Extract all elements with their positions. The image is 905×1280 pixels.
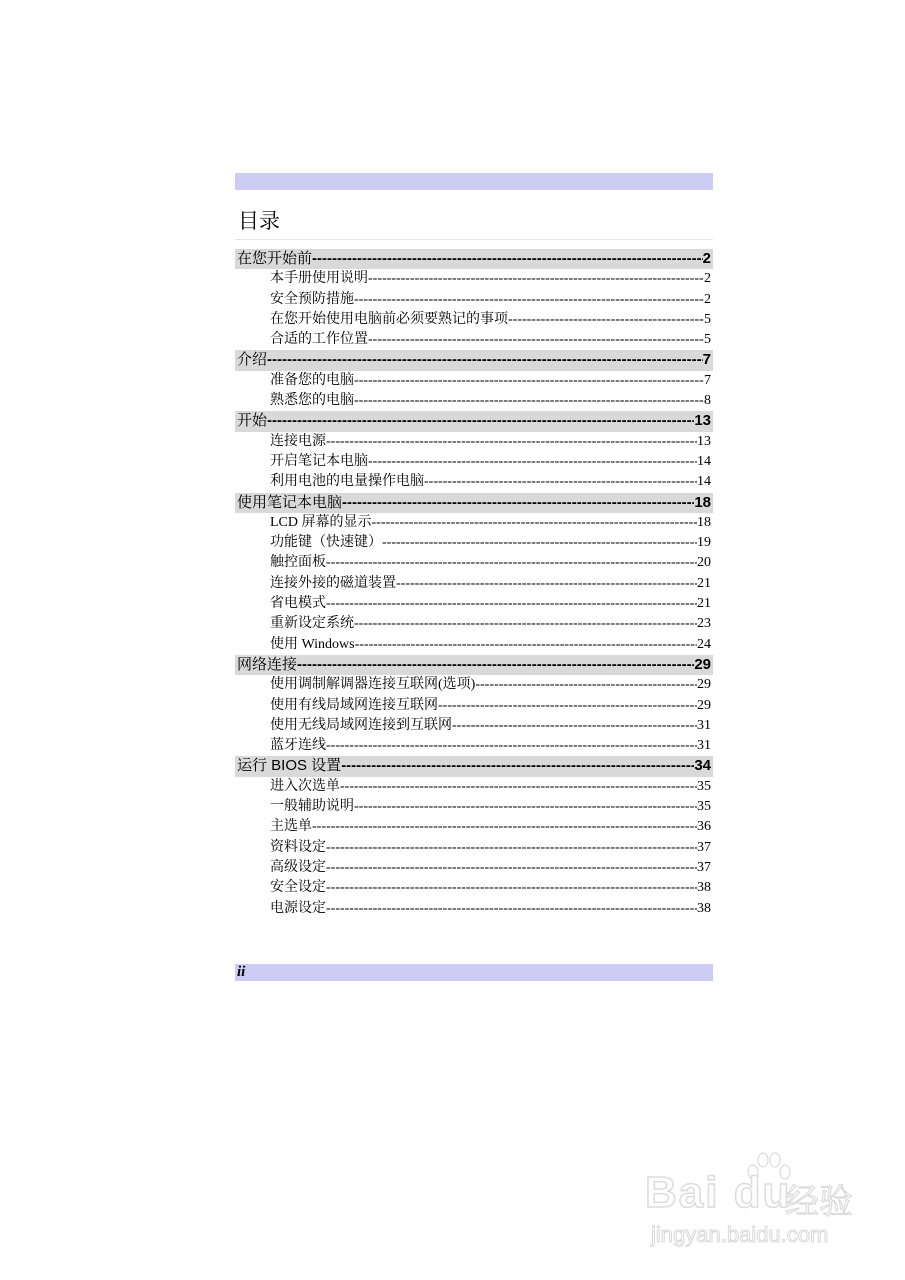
toc-page-number: 31 [697,738,711,754]
toc-page-number: 7 [704,372,711,388]
toc-entry[interactable] [235,777,713,797]
toc-page-number: 18 [697,514,711,530]
toc-label: 连接电源 [270,433,326,449]
footer-band [235,964,713,981]
toc-page-number: 5 [704,311,711,327]
toc-page-number: 21 [697,575,711,591]
dot-leader [368,452,697,472]
toc-entry[interactable] [235,675,713,695]
toc-page-number: 31 [697,717,711,733]
dot-leader [326,899,697,919]
toc-label: 使用无线局域网连接到互联网 [270,717,452,733]
toc-label: 网络连接 [237,655,298,673]
dot-leader [326,553,697,573]
toc-page-number: 23 [697,616,711,632]
toc-label: 电源设定 [270,900,326,916]
toc-label: 在您开始前 [237,250,313,267]
toc-entry[interactable] [235,838,713,858]
toc-entry[interactable] [235,736,713,756]
toc-entry[interactable] [235,614,713,634]
toc-section[interactable] [235,493,713,513]
toc-label: 功能键（快速键） [270,535,382,551]
toc-page-number: 34 [694,757,711,775]
dot-leader [396,574,697,594]
dot-leader [355,635,697,655]
toc-label: 利用电池的电量操作电脑 [270,474,424,490]
toc-label: 开启笔记本电脑 [270,453,368,469]
toc-page-number: 35 [697,778,711,794]
page-title: 目录 [238,209,280,233]
toc-label: LCD 屏幕的显示 [270,514,372,530]
toc-label: 连接外接的磁道装置 [270,575,396,591]
toc-label: 在您开始使用电脑前必须要熟记的事项 [270,311,508,327]
toc-label: 使用 Windows [270,636,355,652]
dot-leader [368,330,704,350]
dot-leader [297,655,694,675]
dot-leader [312,249,703,269]
dot-leader [312,817,697,837]
toc-label: 一般辅助说明 [270,799,354,815]
toc-label: 安全设定 [270,880,326,896]
toc-page-number: 19 [697,535,711,551]
dot-leader [354,614,697,634]
dot-leader [326,594,697,614]
toc-entry[interactable] [235,878,713,898]
toc-page-number: 2 [704,271,711,287]
toc-label: 重新设定系统 [270,616,354,632]
dot-leader [326,858,697,878]
toc-entry[interactable] [235,432,713,452]
dot-leader [326,838,697,858]
toc-page-number: 29 [697,697,711,713]
toc-label: 进入次选单 [270,778,340,794]
toc-label: 省电模式 [270,596,326,612]
toc-label: 安全预防措施 [270,291,354,307]
toc-label: 开始 [237,412,268,430]
toc-label: 使用有线局域网连接互联网 [270,697,438,713]
toc-label: 介绍 [237,351,268,369]
toc-entry[interactable] [235,858,713,878]
dot-leader [382,533,697,553]
toc-page-number: 7 [702,351,711,369]
toc-entry[interactable] [235,696,713,716]
toc-page-number: 14 [697,453,711,469]
toc-entry[interactable] [235,472,713,492]
toc-label: 本手册使用说明 [270,271,368,287]
toc-entry[interactable] [235,391,713,411]
dot-leader [354,290,704,310]
toc-entry[interactable] [235,330,713,350]
toc-entry[interactable] [235,716,713,736]
dot-leader [368,269,704,289]
toc-page-number: 13 [697,433,711,449]
dot-leader [326,736,697,756]
toc-section[interactable] [235,249,713,269]
toc-page-number: 38 [697,900,711,916]
toc-entry[interactable] [235,533,713,553]
toc-page-number: 38 [697,880,711,896]
toc-page-number: 29 [697,677,711,693]
toc-entry[interactable] [235,594,713,614]
toc-label: 准备您的电脑 [270,372,354,388]
toc-page-number: 21 [697,596,711,612]
dot-leader [475,675,697,695]
toc-label: 资料设定 [270,839,326,855]
toc-label: 熟悉您的电脑 [270,393,354,409]
dot-leader [340,777,697,797]
dot-leader [267,411,694,431]
dot-leader [342,493,694,513]
toc-entry[interactable] [235,553,713,573]
toc-entry[interactable] [235,310,713,330]
dot-leader [438,696,697,716]
toc-page-number: 20 [697,555,711,571]
dot-leader [424,472,697,492]
toc-page-number: 2 [702,250,711,267]
toc-entry[interactable] [235,635,713,655]
toc-page-number: 13 [694,412,711,430]
toc-page-number: 2 [704,291,711,307]
title-divider [235,239,713,240]
page-number: ii [237,964,246,980]
toc-label: 高级设定 [270,859,326,875]
dot-leader [326,878,697,898]
dot-leader [452,716,697,736]
toc-entry[interactable] [235,899,713,919]
toc-label: 使用笔记本电脑 [237,493,343,511]
toc-label: 运行 BIOS 设置 [237,757,342,775]
toc-entry[interactable] [235,574,713,594]
watermark-logo: Bai du [645,1168,792,1217]
toc-page-number: 14 [697,474,711,490]
toc-entry[interactable] [235,797,713,817]
dot-leader [341,756,694,776]
toc-page-number: 5 [704,332,711,348]
toc-section[interactable] [235,411,713,431]
toc-entry[interactable] [235,269,713,289]
toc-page-number: 36 [697,819,711,835]
baidu-jingyan-watermark [645,1150,885,1260]
toc-page-number: 37 [697,839,711,855]
watermark-url: jingyan.baidu.com [651,1222,829,1247]
toc-label: 触控面板 [270,555,326,571]
toc-entry[interactable] [235,452,713,472]
toc-page-number: 35 [697,799,711,815]
table-of-contents [235,249,713,919]
toc-label: 蓝牙连线 [270,738,326,754]
toc-section[interactable] [235,655,713,675]
toc-section[interactable] [235,350,713,370]
toc-section[interactable] [235,756,713,776]
toc-entry[interactable] [235,817,713,837]
watermark-brand: 经验 [785,1182,853,1222]
toc-label: 主选单 [270,819,312,835]
toc-page-number: 18 [694,493,711,511]
toc-page-number: 24 [697,636,711,652]
toc-page-number: 37 [697,859,711,875]
toc-page-number: 29 [694,655,711,673]
header-band [235,173,713,190]
dot-leader [354,391,704,411]
toc-entry[interactable] [235,371,713,391]
dot-leader [354,371,704,391]
toc-entry[interactable] [235,513,713,533]
toc-page-number: 8 [704,393,711,409]
toc-label: 使用调制解调器连接互联网(选项) [270,677,476,693]
dot-leader [372,513,698,533]
dot-leader [354,797,697,817]
dot-leader [326,432,697,452]
dot-leader [267,350,703,370]
toc-entry[interactable] [235,290,713,310]
toc-label: 合适的工作位置 [270,332,368,348]
dot-leader [508,310,704,330]
